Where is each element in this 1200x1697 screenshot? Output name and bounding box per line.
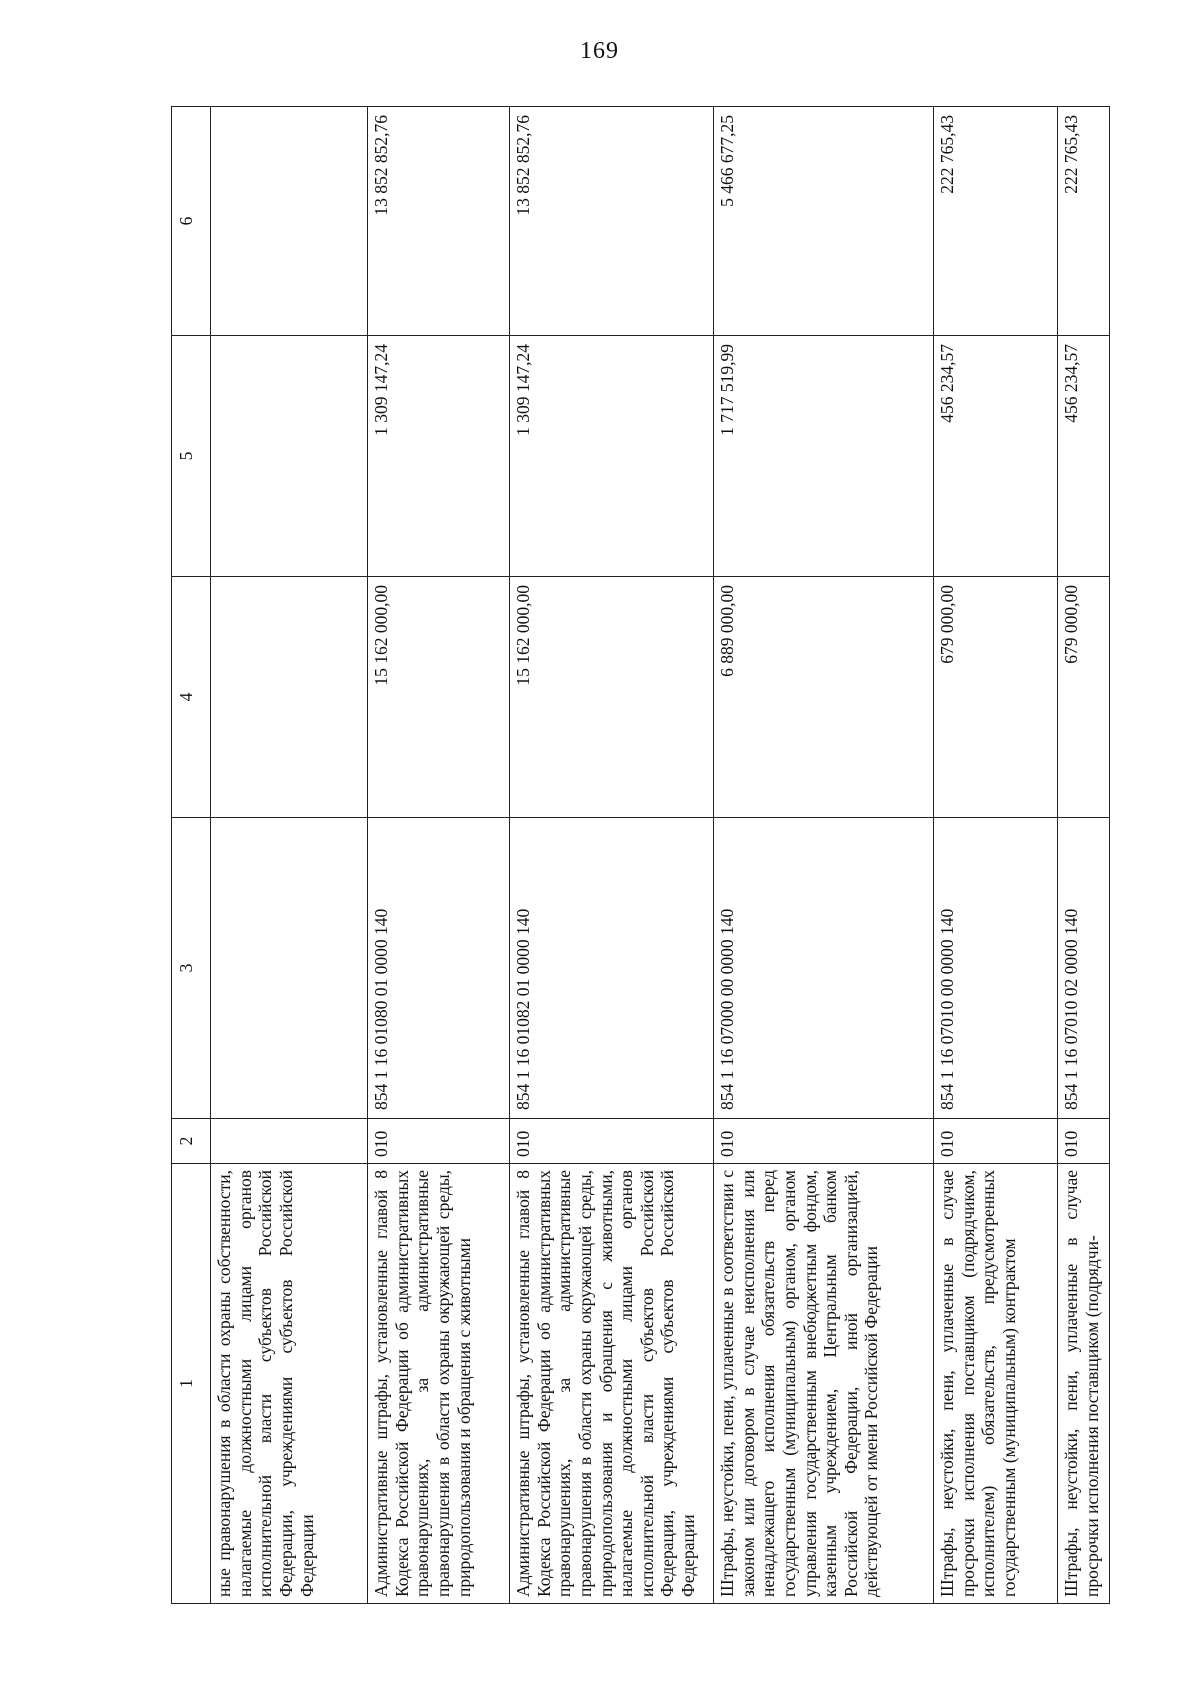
row-budget-code: 854 1 16 01080 01 0000 140 [368,818,510,1119]
row-line-code [211,1119,368,1164]
row-executed: 1 309 147,24 [368,336,510,577]
page-number: 169 [580,38,619,64]
header-col-6: 6 [172,107,211,336]
header-col-3: 3 [172,818,211,1119]
row-executed: 456 234,57 [1058,336,1110,577]
row-remaining [211,107,368,336]
row-planned: 6 889 000,00 [714,577,934,818]
row-planned: 679 000,00 [934,577,1058,818]
row-budget-code [211,818,368,1119]
row-executed [211,336,368,577]
row-remaining: 5 466 677,25 [714,107,934,336]
row-executed: 456 234,57 [934,336,1058,577]
row-planned: 15 162 000,00 [368,577,510,818]
row-planned: 15 162 000,00 [510,577,714,818]
row-description: Административные штрафы, установленные главой 8 Кодекса Российской Федерации об административных правонарушениях, за административные правонарушения в области охраны окружающей среды, природопользования и обращения с животными [368,1164,510,1604]
row-line-code: 010 [1058,1119,1110,1164]
row-budget-code: 854 1 16 01082 01 0000 140 [510,818,714,1119]
row-budget-code: 854 1 16 07010 00 0000 140 [934,818,1058,1119]
header-col-1: 1 [172,1164,211,1604]
row-line-code: 010 [934,1119,1058,1164]
table-row [211,107,368,1604]
row-executed: 1 717 519,99 [714,336,934,577]
row-line-code: 010 [510,1119,714,1164]
row-remaining: 222 765,43 [1058,107,1110,336]
header-col-4: 4 [172,577,211,818]
row-remaining: 13 852 852,76 [368,107,510,336]
row-line-code: 010 [714,1119,934,1164]
row-planned: 679 000,00 [1058,577,1110,818]
row-budget-code: 854 1 16 07010 02 0000 140 [1058,818,1110,1119]
row-description: Штрафы, неустойки, пени, уплаченные в случае просрочки исполнения поставщиком (подрядчиком, исполнителем) обязательств, предусмотренных государственным (муниципальным) контрактом [934,1164,1058,1604]
header-col-5: 5 [172,336,211,577]
row-description: Административные штрафы, установленные главой 8 Кодекса Российской Федерации об административных правонарушениях, за административные правонарушения в области охраны окружающей среды, природопользования и обращения с животными, налагаемые должностными лицами органов исполнительной власти субъектов Российской Федерации, учреждениями субъектов Российской Федерации [510,1164,714,1604]
table-row [1058,107,1110,1604]
row-line-code: 010 [368,1119,510,1164]
table-row [934,107,1058,1604]
table-row [510,107,714,1604]
rotated-table-container [171,107,1110,1604]
header-col-2: 2 [172,1119,211,1164]
row-remaining: 222 765,43 [934,107,1058,336]
row-budget-code: 854 1 16 07000 00 0000 140 [714,818,934,1119]
table-row [714,107,934,1604]
table-row [368,107,510,1604]
row-description: ные правонарушения в области охраны собственности, налагаемые должностными лицами органов исполнительной власти субъектов Российской Федерации, учреждениями субъектов Российской Федерации [211,1164,368,1604]
table-header-row [172,107,211,1604]
row-description: Штрафы, неустойки, пени, уплаченные в соответствии с законом или договором в случае неисполнения или ненадлежащего исполнения обязательств перед государственным (муниципальным) органом, органом управления государственным внебюджетным фондом, казенным учреждением, Центральным банком Российской Федерации, иной организацией, действующей от имени Российской Федерации [714,1164,934,1604]
row-executed: 1 309 147,24 [510,336,714,577]
row-description: Штрафы, неустойки, пени, уплаченные в случае просрочки исполнения поставщиком (подрядчи- [1058,1164,1110,1604]
budget-table [171,106,1110,1604]
row-planned [211,577,368,818]
row-remaining: 13 852 852,76 [510,107,714,336]
